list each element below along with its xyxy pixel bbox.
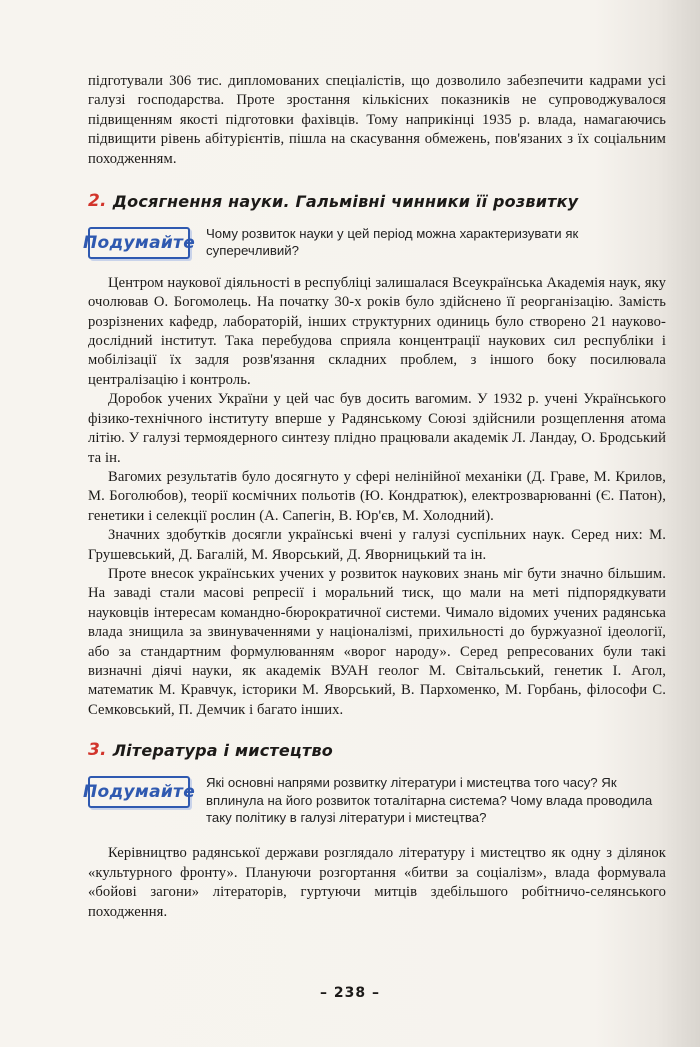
section-3-paragraph: Керівництво радянської держави розглядало літературу і мистецтво як одну з ділянок «культурного фронту». Плануючи розгортання «битви за соціалізм», влада формувала «бойові загони» літераторів, гуртуючи митців здебільшого робітничо-селянського походження. <box>88 845 666 920</box>
page-number: – 238 – <box>320 985 380 1001</box>
section-3-heading <box>88 740 666 760</box>
section-2-paragraph: Доробок учених України у цей час був досить вагомим. У 1932 р. учені Українського фізико-технічного інституту вперше у Радянському Союзі здійснили розщеплення атома літію. У галузі термоядерного синтезу плідно працювали академік Л. Ландау, О. Бродський та ін. <box>88 391 666 466</box>
intro-paragraph: підготували 306 тис. дипломованих спеціалістів, що дозволило забезпечити кадрами усі галузі господарства. Проте зростання кількісних показників не супроводжувалося підвищенням якості підготовки фахівців. Тому наприкінці 1935 р. влада, намагаючись підвищити рівень абітурієнтів, пішла на скасування обмежень, пов'язаних з їх соціальним походженням. <box>88 73 666 167</box>
section-3-think-question: Які основні напрями розвитку літератури і мистецтва того часу? Як вплинула на його розвиток тоталітарна система? Чому влада проводила таку політику в галузі літератури і мистецтва? <box>206 775 653 825</box>
section-2-think-question: Чому розвиток науки у цей період можна характеризувати як суперечливий? <box>206 226 579 259</box>
think-badge-icon: Подумайте <box>88 776 190 808</box>
page-content <box>82 72 666 922</box>
section-2-title: Досягнення науки. Гальмівні чинники її розвитку <box>112 191 579 211</box>
section-3-number: 3. <box>88 740 107 761</box>
section-2-heading <box>88 191 666 211</box>
section-3-title: Література і мистецтво <box>112 740 333 760</box>
section-2-number: 2. <box>88 191 107 212</box>
section-2-paragraph: Проте внесок українських учених у розвиток наукових знань міг бути значно більшим. На заваді стали масові репресії і моральний тиск, що мали на меті підпорядкувати науковців інтересам командно-бюрократичної системи. Чимало відомих учених радянська влада знищила за звинуваченнями у націоналізмі, прихильності до буржуазної ідеології, або за стандартним формулюванням «ворог народу». Серед репресованих були такі визначні діячі науки, як академік ВУАН геолог М. Світальський, генетик І. Агол, математик М. Кравчук, історики М. Яворський, В. Пархоменко, М. Горбань, філософи С. Семковський, П. Демчик і багато інших. <box>88 565 666 718</box>
section-2-think-box <box>82 225 666 260</box>
think-badge-icon: Подумайте <box>88 227 190 259</box>
section-2-paragraph: Значних здобутків досягли українські вчені у галузі суспільних наук. Серед них: М. Грушевський, Д. Багалій, М. Яворський, Д. Яворницький та ін. <box>88 527 666 563</box>
section-2-paragraph: Центром наукової діяльності в республіці залишалася Всеукраїнська Академія наук, яку очолював О. Богомолець. На початку 30-х років було здійснено її реорганізацію. Замість розрізнених кафедр, лабораторій, інших структурних одиниць було створено 21 науково-дослідний інститут. Така перебудова сприяла концентрації наукових сил республіки і мобілізації їх задля розв'язання складних проблем, з іншого боку посилювала централізацію і контроль. <box>88 274 666 388</box>
section-2-paragraph: Вагомих результатів було досягнуто у сфері нелінійної механіки (Д. Граве, М. Крилов, М. Боголюбов), теорії космічних польотів (Ю. Кондратюк), електрозварюванні (Є. Патон), генетики і селекції рослин (А. Сапегін, В. Юр'єв, М. Холодний). <box>88 468 666 524</box>
section-3-think-box <box>82 774 666 826</box>
